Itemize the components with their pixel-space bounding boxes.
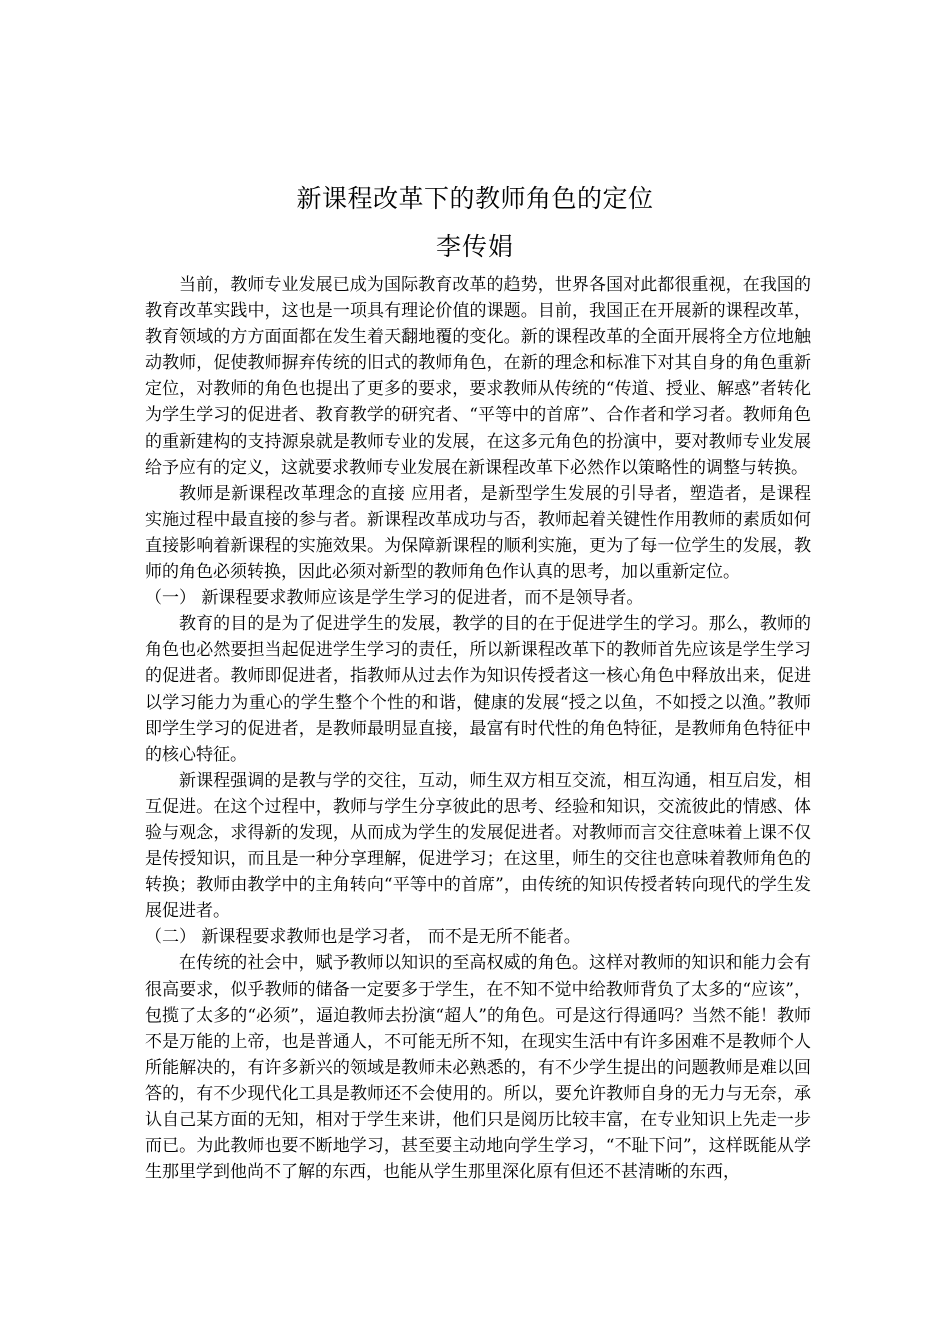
document-author: 李传娟 [435,232,514,261]
paragraph-teacher-role: 教师是新课程改革理念的直接 应用者，是新型学生发展的引导者，塑造者，是课程实施过程中最直接的参与者。新课程改革成功与否，教师起着关键性作用教师的素质如何直接影响着新课程的实施效果。为保障新课程的顺利实施，更为了每一位学生的发展，教师的角色必须转换，因此必须对新型的教师角色作认真的思考，加以重新定位。 [145,483,811,583]
paragraph-facilitator: 教育的目的是为了促进学生的发展，教学的目的在于促进学生的学习。那么，教师的角色也必然要担当起促进学生学习的责任，所以新课程改革下的教师首先应该是学生学习的促进者。教师即促进者，指教师从过去作为知识传授者这一核心角色中释放出来，促进以学习能力为重心的学生整个个性的和谐，健康的发展“授之以鱼，不如授之以渔。”教师即学生学习的促进者，是教师最明显直接，最富有时代性的角色特征，是教师角色特征中的核心特征。 [145,614,811,765]
paragraph-learner: 在传统的社会中，赋予教师以知识的至高权威的角色。这样对教师的知识和能力会有很高要求，似乎教师的储备一定要多于学生，在不知不觉中给教师背负了太多的“应该”，包揽了太多的“必须”，逼迫教师去扮演“超人”的角色。可是这行得通吗？当然不能！教师不是万能的上帝，也是普通人，不可能无所不知，在现实生活中有许多困难不是教师个人所能解决的，有许多新兴的领域是教师未必熟悉的，有不少学生提出的问题教师是难以回答的，有不少现代化工具是教师还不会使用的。所以，要允许教师自身的无力与无奈，承认自己某方面的无知，相对于学生来讲，他们只是阅历比较丰富，在专业知识上先走一步而已。为此教师也要不断地学习，甚至要主动地向学生学习，“不耻下问”，这样既能从学生那里学到他尚不了解的东西，也能从学生那里深化原有但还不甚清晰的东西， [145,953,811,1183]
section-heading-1: （一） 新课程要求教师应该是学生学习的促进者，而不是领导者。 [145,588,644,609]
paragraph-intro: 当前，教师专业发展已成为国际教育改革的趋势，世界各国对此都很重视，在我国的教育改革实践中，这也是一项具有理论价值的课题。目前，我国正在开展新的课程改革，教育领域的方方面面都在发生着天翻地覆的变化。新的课程改革的全面开展将全方位地触动教师，促使教师摒弃传统的旧式的教师角色，在新的理念和标准下对其自身的角色重新定位，对教师的角色也提出了更多的要求，要求教师从传统的“传道、授业、解惑”者转化为学生学习的促进者、教育教学的研究者、“平等中的首席”、合作者和学习者。教师角色的重新建构的支持源泉就是教师专业的发展，在这多元角色的扮演中，要对教师专业发展给予应有的定义，这就要求教师专业发展在新课程改革下必然作以策略性的调整与转换。 [145,275,811,478]
paragraph-interaction: 新课程强调的是教与学的交往，互动，师生双方相互交流，相互沟通，相互启发，相互促进。在这个过程中，教师与学生分享彼此的思考、经验和知识，交流彼此的情感、体验与观念，求得新的发现，从而成为学生的发展促进者。对教师而言交往意味着上课不仅是传授知识，而且是一种分享理解，促进学习；在这里，师生的交往也意味着教师角色的转换；教师由教学中的主角转向“平等中的首席”，由传统的知识传授者转向现代的学生发展促进者。 [145,770,811,922]
section-heading-2: （二） 新课程要求教师也是学习者， 而不是无所不能者。 [145,927,581,948]
document-body [145,272,811,1185]
document-title: 新课程改革下的教师角色的定位 [296,184,654,213]
